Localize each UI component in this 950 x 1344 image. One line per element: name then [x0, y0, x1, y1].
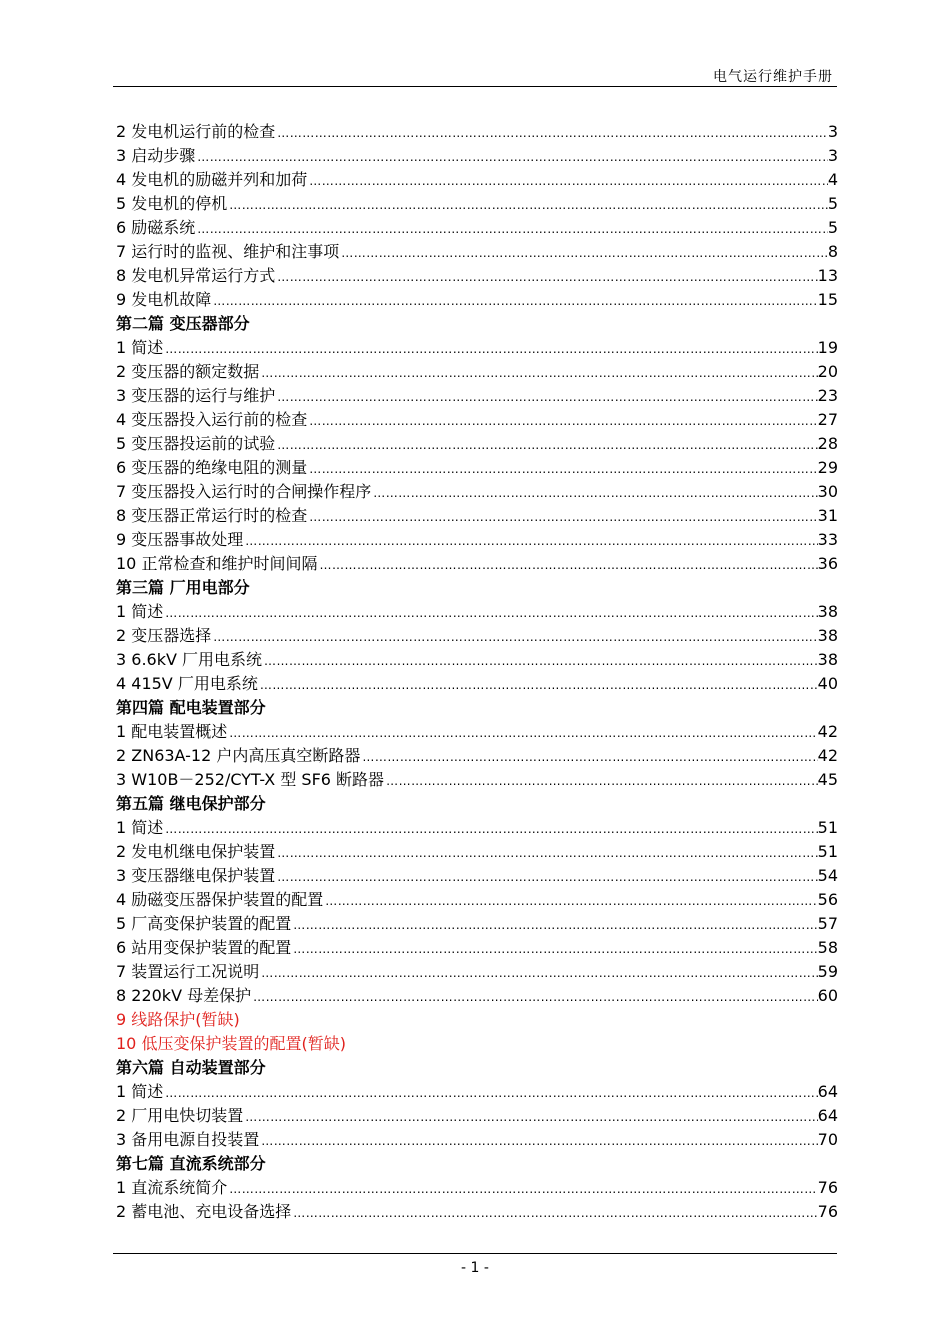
toc-entry[interactable]: [116, 1104, 838, 1128]
toc-entry-page: 38: [817, 626, 838, 645]
toc-leader-dots: [307, 457, 817, 480]
toc-part-heading[interactable]: 第六篇 自动装置部分: [116, 1058, 266, 1077]
toc-part-heading[interactable]: 第四篇 配电装置部分: [116, 698, 266, 717]
toc-leader-dots: [259, 361, 817, 384]
toc-entry-page: 31: [817, 506, 838, 525]
toc-entry-label: 3 6.6kV 厂用电系统: [116, 650, 263, 669]
toc-entry-label: 8 发电机异常运行方式: [116, 266, 276, 285]
toc-entry-page: 5: [827, 218, 838, 237]
toc-entry-label: 2 发电机继电保护装置: [116, 842, 276, 861]
toc-entry-page: 40: [817, 674, 838, 693]
toc-entry[interactable]: [116, 360, 838, 384]
toc-entry[interactable]: [116, 648, 838, 672]
toc-entry-page: 45: [817, 770, 838, 789]
toc-entry-label: 7 运行时的监视、维护和注事项: [116, 242, 340, 261]
page-footer: [113, 1253, 837, 1274]
toc-entry-page: 51: [817, 818, 838, 837]
header-title: 电气运行维护手册: [713, 69, 833, 85]
toc-entry-page: 36: [817, 554, 838, 573]
toc-leader-dots: [211, 625, 817, 648]
toc-entry[interactable]: [116, 744, 838, 768]
page-number: - 1 -: [461, 1260, 489, 1276]
toc-entry-label: 5 发电机的停机: [116, 194, 228, 213]
toc-leader-dots: [227, 721, 817, 744]
toc-entry[interactable]: [116, 840, 838, 864]
toc-entry[interactable]: [116, 1176, 838, 1200]
toc-leader-dots: [307, 169, 828, 192]
toc-entry[interactable]: [116, 1200, 838, 1224]
toc-entry[interactable]: [116, 168, 838, 192]
toc-entry-label: 2 变压器的额定数据: [116, 362, 260, 381]
toc-missing-entry: 10 低压变保护装置的配置(暂缺): [116, 1034, 346, 1053]
toc-leader-dots: [262, 649, 818, 672]
toc-entry[interactable]: [116, 984, 838, 1008]
toc-entry-page: 3: [827, 146, 838, 165]
toc-entry-label: 2 蓄电池、充电设备选择: [116, 1202, 292, 1221]
toc-leader-dots: [227, 193, 828, 216]
toc-leader-dots: [163, 601, 817, 624]
toc-entry[interactable]: [116, 144, 838, 168]
toc-leader-dots: [163, 817, 817, 840]
toc-leader-dots: [259, 1129, 817, 1152]
toc-leader-dots: [195, 217, 828, 240]
page-header: [113, 60, 837, 87]
toc-entry-page: 30: [817, 482, 838, 501]
toc-part-heading[interactable]: 第二篇 变压器部分: [116, 314, 250, 333]
toc-entry-label: 7 装置运行工况说明: [116, 962, 260, 981]
toc-entry[interactable]: [116, 456, 838, 480]
toc-entry[interactable]: [116, 888, 838, 912]
toc-entry-page: 27: [817, 410, 838, 429]
toc-entry-label: 1 简述: [116, 338, 164, 357]
toc-leader-dots: [360, 745, 817, 768]
toc-leader-dots: [307, 505, 817, 528]
toc-entry-label: 5 厂高变保护装置的配置: [116, 914, 292, 933]
toc-entry-label: 6 站用变保护装置的配置: [116, 938, 292, 957]
toc-entry[interactable]: [116, 912, 838, 936]
toc-entry-label: 1 直流系统简介: [116, 1178, 228, 1197]
toc-leader-dots: [251, 985, 818, 1008]
toc-entry[interactable]: [116, 192, 838, 216]
toc-entry-label: 4 励磁变压器保护装置的配置: [116, 890, 324, 909]
toc-entry-label: 2 变压器选择: [116, 626, 212, 645]
toc-entry-page: 76: [817, 1202, 838, 1221]
toc-entry[interactable]: [116, 624, 838, 648]
toc-entry-label: 4 415V 厂用电系统: [116, 674, 258, 693]
toc-entry-page: 23: [817, 386, 838, 405]
toc-entry-page: 56: [817, 890, 838, 909]
toc-entry-label: 1 配电装置概述: [116, 722, 228, 741]
toc-entry-page: 4: [827, 170, 838, 189]
toc-entry[interactable]: [116, 504, 838, 528]
toc-entry-page: 8: [827, 242, 838, 261]
toc-entry-page: 54: [817, 866, 838, 885]
toc-leader-dots: [243, 1105, 817, 1128]
toc-leader-dots: [371, 481, 817, 504]
toc-entry-label: 3 变压器继电保护装置: [116, 866, 276, 885]
toc-leader-dots: [275, 385, 817, 408]
toc-leader-dots: [163, 1081, 817, 1104]
toc-leader-dots: [275, 841, 817, 864]
toc-entry[interactable]: [116, 936, 838, 960]
toc-entry[interactable]: [116, 216, 838, 240]
toc-leader-dots: [291, 937, 817, 960]
toc-entry-page: 58: [817, 938, 838, 957]
toc-leader-dots: [259, 961, 817, 984]
toc-entry-page: 38: [817, 602, 838, 621]
toc-leader-dots: [211, 289, 817, 312]
toc-entry[interactable]: [116, 240, 838, 264]
toc-entry[interactable]: [116, 600, 838, 624]
toc-entry[interactable]: [116, 432, 838, 456]
toc-leader-dots: [339, 241, 828, 264]
toc-entry[interactable]: [116, 552, 838, 576]
toc-leader-dots: [323, 889, 817, 912]
toc-entry[interactable]: [116, 864, 838, 888]
toc-entry-page: 13: [817, 266, 838, 285]
toc-entry-page: 64: [817, 1106, 838, 1125]
toc-entry[interactable]: [116, 816, 838, 840]
toc-entry-page: 3: [827, 122, 838, 141]
toc-entry[interactable]: [116, 960, 838, 984]
toc-entry-label: 3 变压器的运行与维护: [116, 386, 276, 405]
toc-entry-label: 4 发电机的励磁并列和加荷: [116, 170, 308, 189]
toc-entry-label: 3 备用电源自投装置: [116, 1130, 260, 1149]
toc-entry-page: 42: [817, 746, 838, 765]
toc-entry-page: 33: [817, 530, 838, 549]
toc-entry[interactable]: [116, 120, 838, 144]
toc-entry-page: 38: [817, 650, 838, 669]
toc-entry-label: 6 变压器的绝缘电阻的测量: [116, 458, 308, 477]
toc-entry-page: 57: [817, 914, 838, 933]
toc-entry[interactable]: [116, 720, 838, 744]
toc-leader-dots: [195, 145, 828, 168]
toc-leader-dots: [258, 673, 818, 696]
toc-entry-page: 51: [817, 842, 838, 861]
toc-entry[interactable]: [116, 384, 838, 408]
table-of-contents: [116, 120, 838, 1224]
toc-missing-entry: 9 线路保护(暂缺): [116, 1010, 240, 1029]
toc-entry-page: 76: [817, 1178, 838, 1197]
toc-leader-dots: [163, 337, 817, 360]
toc-leader-dots: [227, 1177, 817, 1200]
toc-entry-label: 8 变压器正常运行时的检查: [116, 506, 308, 525]
toc-entry-page: 70: [817, 1130, 838, 1149]
toc-entry-label: 5 变压器投运前的试验: [116, 434, 276, 453]
toc-entry-label: 1 简述: [116, 1082, 164, 1101]
toc-leader-dots: [291, 913, 817, 936]
toc-entry[interactable]: [116, 1080, 838, 1104]
toc-entry-page: 19: [817, 338, 838, 357]
toc-entry-label: 10 正常检查和维护时间间隔: [116, 554, 318, 573]
toc-entry-label: 4 变压器投入运行前的检查: [116, 410, 308, 429]
toc-entry[interactable]: [116, 288, 838, 312]
toc-entry-page: 28: [817, 434, 838, 453]
toc-leader-dots: [275, 433, 817, 456]
toc-entry[interactable]: [116, 408, 838, 432]
toc-entry-label: 1 简述: [116, 818, 164, 837]
toc-entry[interactable]: [116, 768, 838, 792]
toc-leader-dots: [275, 121, 828, 144]
toc-entry-label: 6 励磁系统: [116, 218, 196, 237]
toc-entry[interactable]: [116, 528, 838, 552]
toc-leader-dots: [384, 769, 818, 792]
toc-part-heading[interactable]: 第五篇 继电保护部分: [116, 794, 266, 813]
toc-entry-label: 7 变压器投入运行时的合闸操作程序: [116, 482, 372, 501]
toc-entry-page: 15: [817, 290, 838, 309]
toc-entry[interactable]: [116, 672, 838, 696]
toc-entry-label: 3 启动步骤: [116, 146, 196, 165]
toc-part-heading[interactable]: 第三篇 厂用电部分: [116, 578, 250, 597]
toc-leader-dots: [275, 865, 817, 888]
toc-entry-page: 5: [827, 194, 838, 213]
toc-leader-dots: [291, 1201, 817, 1224]
toc-entry-page: 64: [817, 1082, 838, 1101]
toc-part-heading[interactable]: 第七篇 直流系统部分: [116, 1154, 266, 1173]
toc-entry[interactable]: [116, 264, 838, 288]
toc-entry-label: 3 W10B－252/CYT-X 型 SF6 断路器: [116, 770, 385, 789]
toc-entry-page: 59: [817, 962, 838, 981]
toc-entry-label: 1 简述: [116, 602, 164, 621]
toc-entry-page: 60: [817, 986, 838, 1005]
toc-entry-page: 29: [817, 458, 838, 477]
toc-entry-label: 8 220kV 母差保护: [116, 986, 252, 1005]
toc-entry-page: 42: [817, 722, 838, 741]
toc-entry-label: 2 厂用电快切装置: [116, 1106, 244, 1125]
toc-entry[interactable]: [116, 336, 838, 360]
toc-entry-page: 20: [817, 362, 838, 381]
toc-entry-label: 9 变压器事故处理: [116, 530, 244, 549]
toc-entry[interactable]: [116, 480, 838, 504]
toc-leader-dots: [275, 265, 817, 288]
toc-entry-label: 2 ZN63A-12 户内高压真空断路器: [116, 746, 361, 765]
toc-leader-dots: [243, 529, 817, 552]
toc-entry-label: 9 发电机故障: [116, 290, 212, 309]
toc-leader-dots: [317, 553, 817, 576]
toc-leader-dots: [307, 409, 817, 432]
toc-entry[interactable]: [116, 1128, 838, 1152]
toc-entry-label: 2 发电机运行前的检查: [116, 122, 276, 141]
